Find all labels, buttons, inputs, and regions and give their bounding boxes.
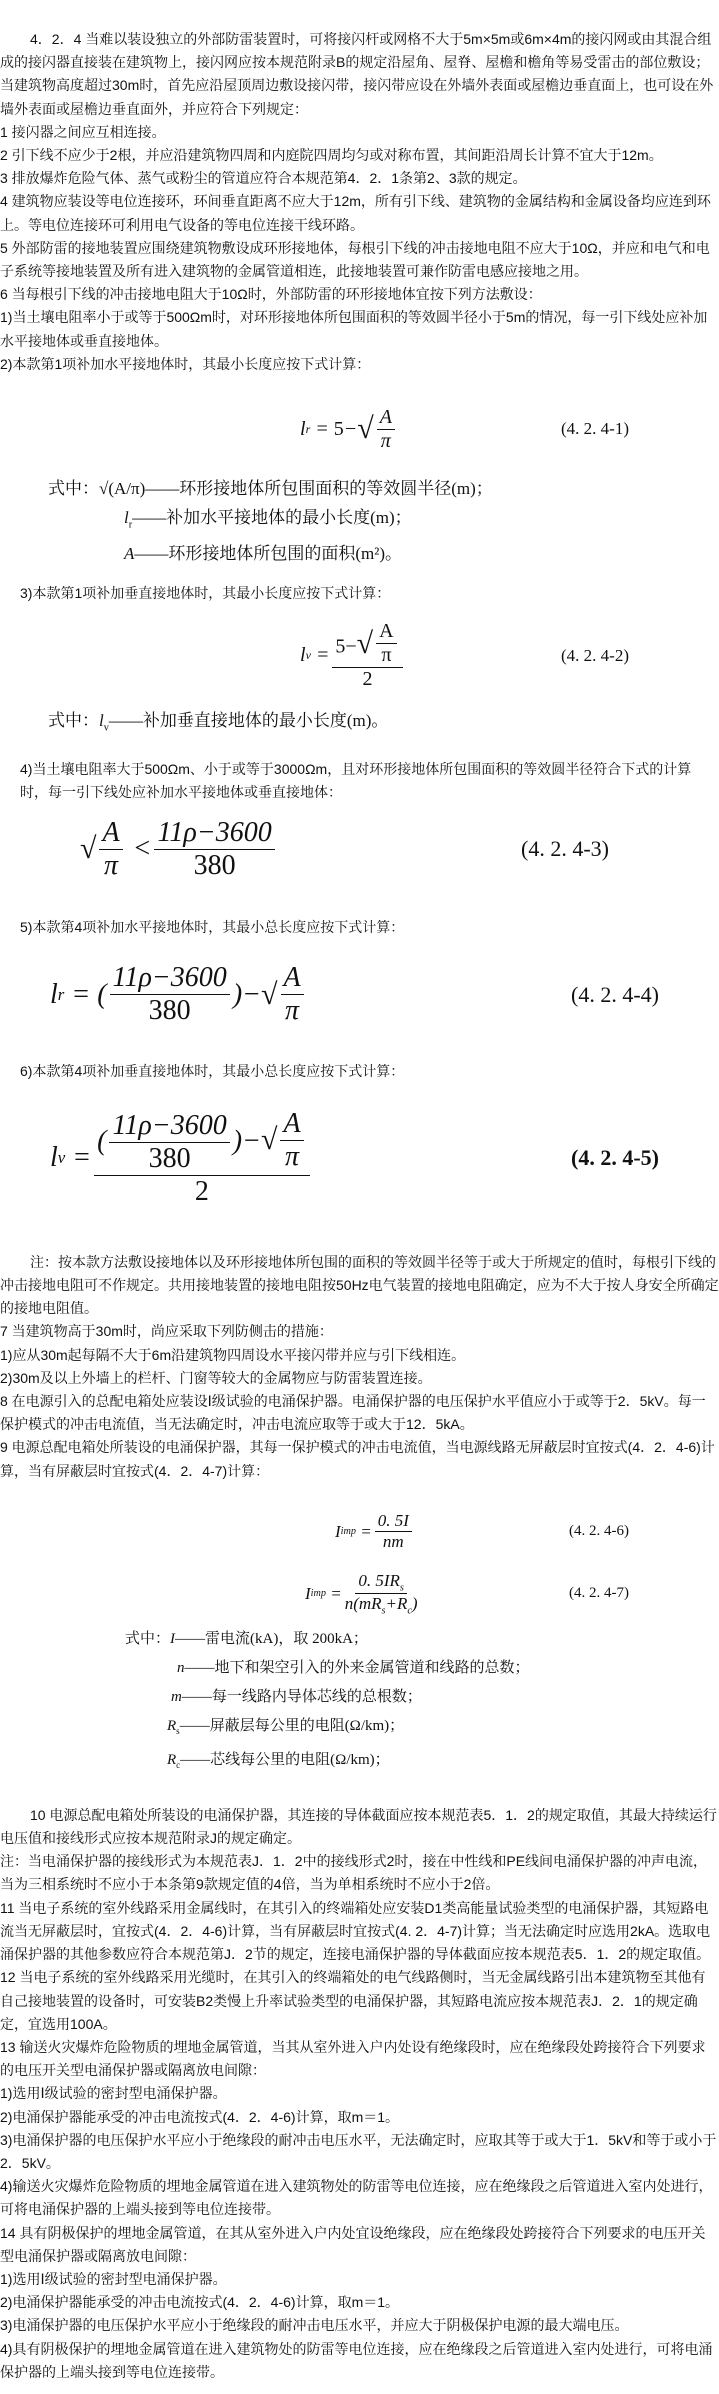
item-8: 8 在电源引入的总配电箱处应装设Ⅰ级试验的电涌保护器。电涌保护器的电压保护水平值应小于或等于2．5kV。每一保护模式的冲击电流值，当无法确定时，冲击电流应取等于或大于12．5kA。 (0, 1393, 706, 1433)
item-13: 13 输送火灾爆炸危险物质的埋地金属管道，当其从室外进入户内处设有绝缘段时，应在绝缘段处跨接符合下列要求的电压开关型电涌保护器或隔离放电间隙： (0, 2038, 706, 2079)
item-1: 1 接闪器之间应互相连接。 (0, 123, 166, 140)
item-9: 9 电源总配电箱处所装设的电涌保护器，其每一保护模式的冲击电流值，当电源线路无屏蔽层时宜按式(4．2．4-6)计算，当有屏蔽层时宜按式(4．2．4-7)计算： (0, 1439, 715, 1479)
formula-1-where: 式中：√(A/π)——环形接地体所包围面积的等效圆半径(m)； $l_r——$补加水平接地体的最小长度(m)； A——环形接地体所包围的面积(m²)。 (48, 479, 493, 564)
item-6-5: 5)本款第4项补加水平接地体时，其最小总长度应按下式计算： (20, 919, 405, 936)
item-14-3: 3)电涌保护器的电压保护水平应小于绝缘段的耐冲击电压水平，并应大于阴极保护电源的最大端电压。 (0, 2317, 629, 2334)
formula-4-2-4-2: l v = 5− √ $\frac{A}{\pi}$ 2 (4. 2. 4-2) (300, 620, 629, 691)
item-3: 3 排放爆炸危险气体、蒸气或粉尘的管道应符合本规范第4．2．1条第2、3款的规定。 (0, 170, 527, 187)
formula-6-7-where: 式中：I——雷电流(kA)，取 200kA； n——地下和架空引入的外来金属管道和线路的总数； m——每一线路内导体芯线的总根数； $R_s——$屏蔽层每公里的电阻(Ω/km)； $R_c——$芯线每公里的电阻(Ω/km)； (125, 1630, 530, 1770)
item-6: 6 当每根引下线的冲击接地电阻大于10Ω时，外部防雷的环形接地体宜按下列方法敷设： (0, 286, 542, 303)
item-14: 14 具有阴极保护的埋地金属管道，在其从室外进入户内处宜设绝缘段，应在绝缘段处跨接符合下列要求的电压开关型电涌保护器或隔离放电间隙： (0, 2224, 706, 2264)
item-4: 4 建筑物应装设等电位连接环，环间垂直距离不应大于12m，所有引下线、建筑物的金属结构和金属设备均应连到环上。等电位连接环可利用电气设备的等电位连接干线环路。 (0, 193, 711, 233)
item-5: 5 外部防雷的接地装置应围绕建筑物敷设成环形接地体，每根引下线的冲击接地电阻不应大于10Ω，并应和电气和电子系统等接地装置及所有进入建筑物的金属管道相连，此接地装置可兼作防雷电感应接地之用。 (0, 239, 710, 280)
item-14-1: 1)选用Ⅰ级试验的密封型电涌保护器。 (0, 2270, 227, 2287)
item-7-2: 2)30m及以上外墙上的栏杆、门窗等较大的金属物应与防雷装置连接。 (0, 1369, 432, 1386)
note-item-10: 注：当电涌保护器的接线形式为本规范表J．1．2中的接线形式2时，接在中性线和PE线间电涌保护器的冲声电流，当为三相系统时不应小于本条第9款规定值的4倍，当为单相系统时不应小于2倍。 (0, 1853, 708, 1893)
clause-intro: 4．2．4 当难以装设独立的外部防雷装置时，可将接闪杆或网格不大于5m×5m或6m×4m的接闪网或由其混合组成的接闪器直接装在建筑物上，接闪网应按本规范附录B的规定沿屋角、屋脊、屋檐和檐角等易受雷击的部位敷设；当建筑物高度超过30m时，首先应沿屋顶周边敷设接闪带，接闪带应设在外墙外表面或屋檐边垂直面上，也可设在外墙外表面或屋檐边垂直面外，并应符合下列规定： (0, 31, 714, 117)
item-6-1: 1)当土壤电阻率小于或等于500Ωm时，对环形接地体所包围面积的等效圆半径小于5m的情况，每一引下线处应补加水平接地体或垂直接地体。 (0, 309, 708, 349)
item-2: 2 引下线不应少于2根，并应沿建筑物四周和内庭院四周均匀或对称布置，其间距沿周长计算不宜大于12m。 (0, 147, 663, 164)
item-14-2: 2)电涌保护器能承受的冲击电流按式(4．2．4-6)计算，取m＝1。 (0, 2294, 400, 2311)
item-6-3: 3)本款第1项补加垂直接地体时，其最小长度应按下式计算： (20, 585, 391, 602)
item-13-1: 1)选用Ⅰ级试验的密封型电涌保护器。 (0, 2085, 227, 2102)
item-14-4: 4)具有阴极保护的埋地金属管道在进入建筑物处的防雷等电位连接，应在绝缘段之后管道进入室内处进行，可将电涌保护器的上端头接到等电位连接带。 (0, 2340, 713, 2380)
item-13-2: 2)电涌保护器能承受的冲击电流按式(4．2．4-6)计算，取m＝1。 (0, 2108, 400, 2125)
formula-2-where: 式中：$l_v——$补加垂直接地体的最小长度(m)。 (48, 710, 389, 734)
formula-4-2-4-1: l r = 5 − √ $\frac{A}{\pi}$ (4. 2. 4-1) (300, 405, 629, 452)
item-7: 7 当建筑物高于30m时，尚应采取下列防侧击的措施： (0, 1323, 333, 1340)
item-12: 12 当电子系统的室外线路采用光缆时，在其引入的终端箱处的电气线路侧时，当无金属线路引出本建筑物至其他有自己接地装置的设备时，可安装B2类慢上升率试验类型的电涌保护器，其短路电流应按本规范表J．2．1的规定确定，宜选用100A。 (0, 1969, 706, 2032)
formula-4-2-4-6: I imp = $\frac{0. 5I}{nm}$ (4. 2. 4-6) (335, 1511, 629, 1552)
formula-4-2-4-3: √ $\frac{A}{\pi}$ < $\frac{11\rho-3600}{380}$ (4. 2. 4-3) (80, 816, 609, 881)
item-11: 11 当电子系统的室外线路采用金属线时，在其引入的终端箱处应安装D1类高能量试验类型的电涌保护器，其短路电流当无屏蔽层时，宜按式(4．2．4-6)计算，当有屏蔽层时宜按式(4. 2．4-7)计算；当无法确定时应选用2kA。选取电涌保护器的其他参数应符合本规范第J．2节的规定，连接电涌保护器的导体截面应按本规范表5．1．2的规定取值。 (0, 1899, 711, 1963)
item-6-4: 4)当土壤电阻率大于500Ωm、小于或等于3000Ωm，且对环形接地体所包围面积的等效圆半径符合下式的计算时，每一引下线处应补加水平接地体或垂直接地体： (20, 761, 692, 801)
item-10: 10 电源总配电箱处所装设的电涌保护器，其连接的导体截面应按本规范表5．1．2的规定取值，其最大持续运行电压值和接线形式应按本规范附录J的规定确定。 (0, 1806, 717, 1847)
item-6-2: 2)本款第1项补加水平接地体时，其最小长度应按下式计算： (0, 355, 371, 372)
note-item-6: 注：按本款方法敷设接地体以及环形接地体所包围的面积的等效圆半径等于或大于所规定的值时，每根引下线的冲击接地电阻可不作规定。共用接地装置的接地电阻按50Hz电气装置的接地电阻确定，应为不大于按人身安全所确定的接地电阻值。 (0, 1253, 719, 1317)
formula-4-2-4-7: I imp = $\frac{0. 5IR_s}{n(mR_s+R_c)}$ (4. 2. 4-7) (305, 1570, 629, 1617)
item-13-3: 3)电涌保护器的电压保护水平应小于绝缘段的耐冲击电压水平，无法确定时，应取其等于或大于1．5kV和等于或小于2．5kV。 (0, 2131, 717, 2171)
item-13-4: 4)输送火灾爆炸危险物质的埋地金属管道在进入建筑物处的防雷等电位连接，应在绝缘段之后管道进入室内处进行，可将电涌保护器的上端头接到等电位连接带。 (0, 2178, 713, 2218)
formula-4-2-4-5: l v = ( $\frac{11\rho-3600}{380}$ )− √ $\frac{A}{\pi}$ 2 (4. 2. 4-5) (50, 1107, 659, 1208)
formula-4-2-4-4: l r = ( $\frac{11\rho-3600}{380}$ ) − √ $\frac{A}{\pi}$ (4. 2. 4-4) (50, 962, 659, 1027)
item-7-1: 1)应从30m起每隔不大于6m沿建筑物四周设水平接闪带并应与引下线相连。 (0, 1346, 466, 1363)
item-6-6: 6)本款第4项补加垂直接地体时，其最小总长度应按下式计算： (20, 1062, 405, 1079)
